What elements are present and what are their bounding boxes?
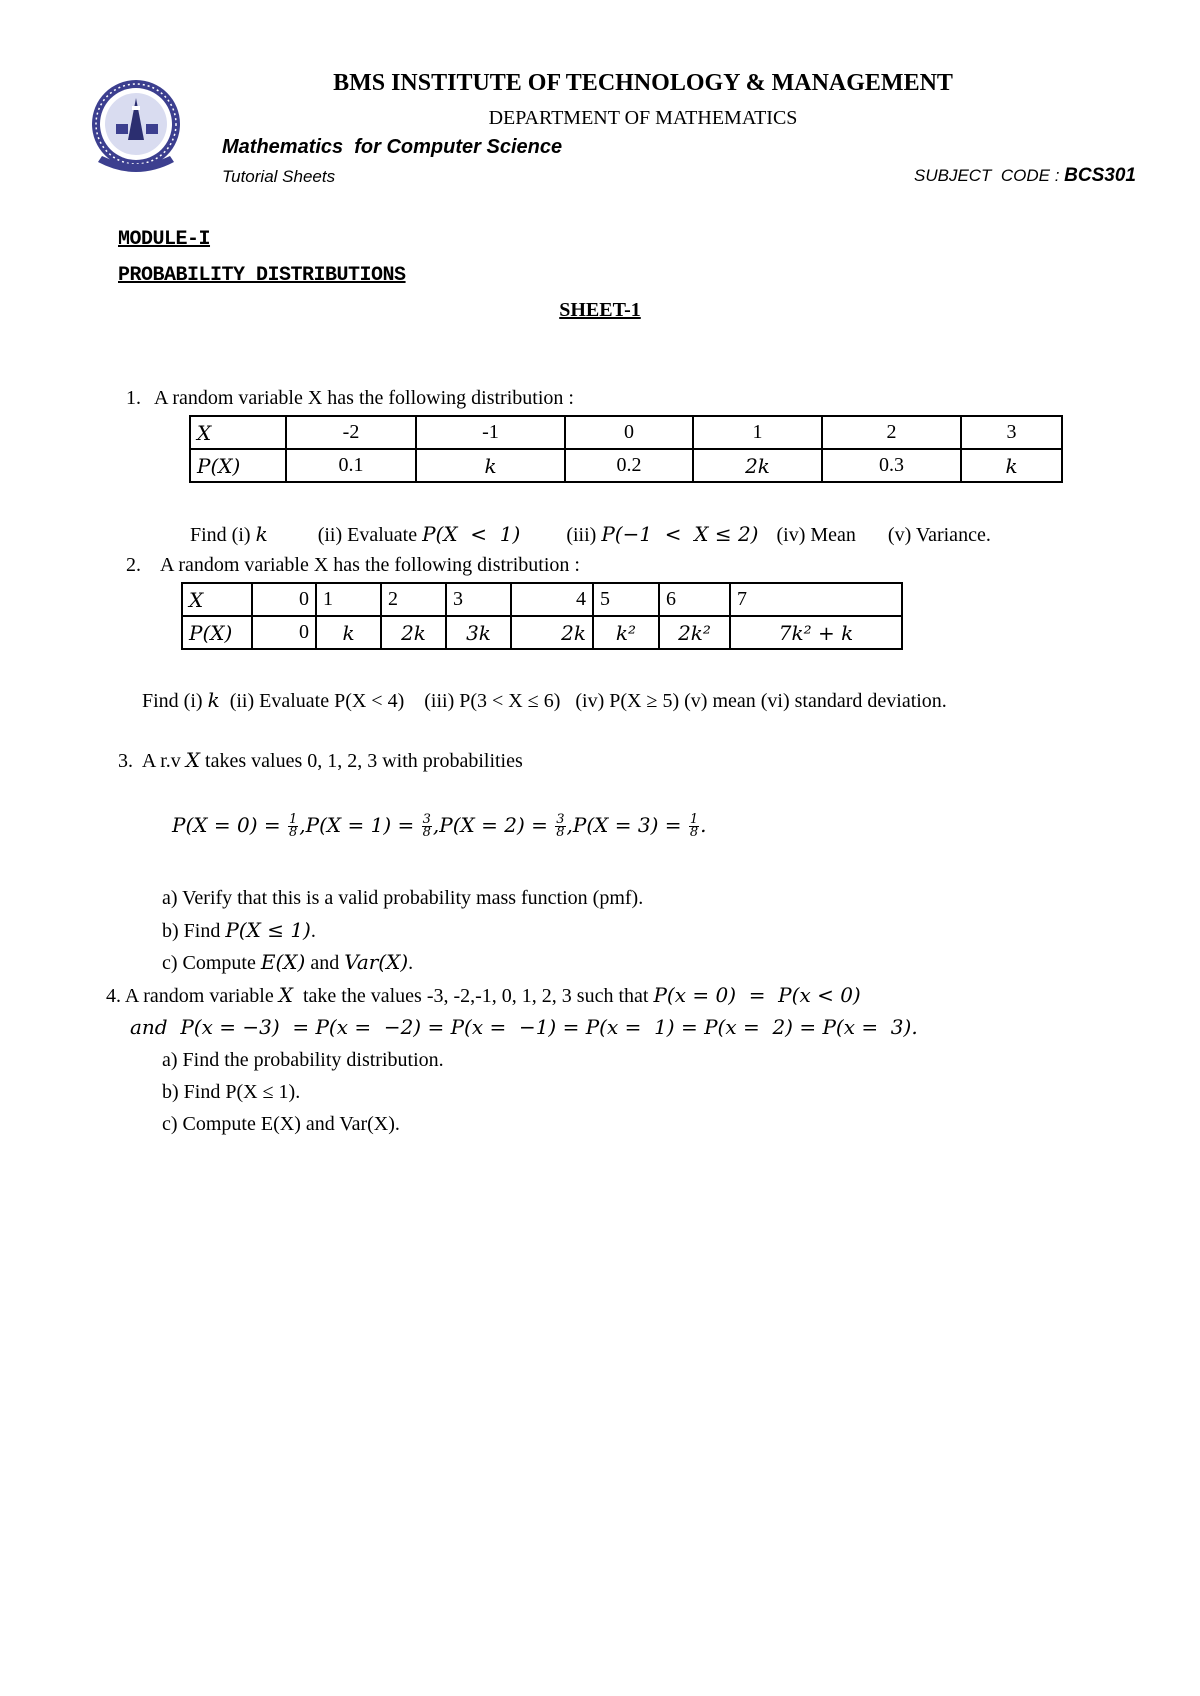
question-3-pre: 3. A r.v <box>118 750 186 772</box>
table-row <box>182 583 902 616</box>
subject-code <box>914 165 1136 187</box>
table-cell: 0.3 <box>822 449 961 482</box>
question-3 <box>118 748 523 773</box>
fraction-den: 8 <box>288 825 298 840</box>
table-cell: 3k <box>446 616 511 649</box>
institute-name: BMS INSTITUTE OF TECHNOLOGY & MANAGEMENT <box>333 70 953 96</box>
table-cell: 1 <box>693 416 822 449</box>
task-ii-math: P(X < 1) <box>422 522 521 546</box>
table-cell: P(X) <box>182 616 252 649</box>
question-4 <box>106 983 861 1008</box>
task-i: Find (i) <box>190 524 256 546</box>
table-cell: 0.2 <box>565 449 693 482</box>
question-4-math: P(x = 0) = P(x < 0) <box>653 983 861 1007</box>
table-cell: 0 <box>565 416 693 449</box>
part-c-math-1: E(X) <box>260 950 306 974</box>
fraction <box>422 814 432 839</box>
table-cell: 7k² + k <box>730 616 902 649</box>
question-4-pre: 4. A random variable <box>106 985 279 1007</box>
table-cell: 2 <box>381 583 446 616</box>
question-3-part-b <box>162 918 316 943</box>
table-cell: X <box>190 416 286 449</box>
question-1-tasks <box>190 522 991 547</box>
question-1-text: A random variable X has the following distribution : <box>154 387 574 409</box>
table-row <box>190 449 1062 482</box>
question-3-var: X <box>185 748 201 772</box>
prob-lhs: P(X = 0) = <box>172 813 287 837</box>
question-3-post: takes values 0, 1, 2, 3 with probabilities <box>200 750 523 772</box>
task-iii: (iii) <box>566 524 602 546</box>
table-cell: 5 <box>593 583 659 616</box>
table-cell: k <box>961 449 1062 482</box>
part-c-pre: c) Compute <box>162 952 261 974</box>
question-3-part-c <box>162 950 413 975</box>
table-cell: 2k <box>511 616 593 649</box>
question-4-line-2: and P(x = −3) = P(x = −2) = P(x = −1) = P(x = 1) = P(x = 2) = P(x = 3). <box>130 1015 918 1039</box>
part-c-mid: and <box>305 952 345 974</box>
table-cell: X <box>182 583 252 616</box>
question-3-probabilities <box>172 808 707 842</box>
question-4-part-a: a) Find the probability distribution. <box>162 1049 444 1071</box>
module-title: MODULE-I <box>118 228 211 251</box>
question-4-part-c: c) Compute E(X) and Var(X). <box>162 1113 400 1135</box>
question-4-mid: take the values -3, -2,-1, 0, 1, 2, 3 such that <box>292 985 654 1007</box>
question-3-part-a: a) Verify that this is a valid probability mass function (pmf). <box>162 887 644 909</box>
table-cell: 2k <box>693 449 822 482</box>
question-2-table <box>181 582 903 650</box>
sheet-title: SHEET-1 <box>559 299 641 321</box>
table-cell: k² <box>593 616 659 649</box>
question-4-part-b: b) Find P(X ≤ 1). <box>162 1081 301 1103</box>
prob-sep: . <box>700 813 707 837</box>
prob-sep: , <box>432 813 440 837</box>
fraction-den: 8 <box>422 825 431 840</box>
prob-term <box>305 812 440 840</box>
fraction-num: 1 <box>288 812 298 827</box>
subject-code-value: BCS301 <box>1064 165 1136 186</box>
prob-sep: , <box>566 813 573 837</box>
task-iii-math: P(−1 < X ≤ 2) <box>601 522 759 546</box>
fraction-den: 8 <box>556 825 565 840</box>
question-1-number: 1. <box>126 387 141 409</box>
question-2-text: A random variable X has the following distribution : <box>160 554 580 576</box>
question-1-table <box>189 415 1063 483</box>
task-k-math: k <box>207 688 220 712</box>
question-2-tasks <box>142 688 947 713</box>
prob-term <box>572 812 707 840</box>
table-row <box>190 416 1062 449</box>
fraction-num: 1 <box>689 812 699 827</box>
task-iv: (iv) Mean <box>776 524 856 546</box>
task-v: (v) Variance. <box>887 524 991 546</box>
table-cell: 2k <box>381 616 446 649</box>
fraction-den: 8 <box>689 825 699 840</box>
table-cell: 4 <box>511 583 593 616</box>
table-cell: 2 <box>822 416 961 449</box>
table-cell: k <box>316 616 381 649</box>
department-name: DEPARTMENT OF MATHEMATICS <box>488 107 798 129</box>
table-cell: 3 <box>961 416 1062 449</box>
fraction-num: 3 <box>556 812 565 827</box>
prob-lhs: P(X = 1) = <box>305 813 421 837</box>
fraction <box>288 814 298 839</box>
task-find: Find (i) <box>142 690 208 712</box>
table-cell: 2k² <box>659 616 730 649</box>
part-b-math: P(X ≤ 1) <box>225 918 311 942</box>
table-cell: k <box>416 449 565 482</box>
part-b-pre: b) Find <box>162 920 226 942</box>
table-cell: 0.1 <box>286 449 416 482</box>
question-4-var: X <box>278 983 293 1007</box>
part-c-post: . <box>408 952 414 974</box>
question-1 <box>126 386 574 410</box>
topic-title: PROBABILITY DISTRIBUTIONS <box>118 264 406 287</box>
table-cell: 0 <box>252 583 316 616</box>
fraction <box>689 814 699 839</box>
table-cell: P(X) <box>190 449 286 482</box>
task-ii: (ii) Evaluate <box>317 524 423 546</box>
table-cell: 7 <box>730 583 902 616</box>
prob-term <box>439 812 573 840</box>
part-b-post: . <box>310 920 316 942</box>
table-row <box>182 616 902 649</box>
question-2 <box>126 553 580 577</box>
prob-lhs: P(X = 3) = <box>572 813 688 837</box>
course-title: Mathematics for Computer Science <box>222 136 563 158</box>
part-c-math-2: Var(X) <box>344 950 409 974</box>
task-rest: (ii) Evaluate P(X < 4) (iii) P(3 < X ≤ 6) (iv) P(X ≥ 5) (v) mean (vi) standard deviation. <box>219 690 947 712</box>
sheet-type: Tutorial Sheets <box>222 167 336 186</box>
question-2-number: 2. <box>126 554 141 576</box>
prob-term <box>172 812 306 840</box>
fraction <box>555 814 565 839</box>
table-cell: -1 <box>416 416 565 449</box>
table-cell: -2 <box>286 416 416 449</box>
table-cell: 1 <box>316 583 381 616</box>
prob-sep: , <box>299 813 306 837</box>
subject-code-label: SUBJECT CODE : <box>913 166 1065 185</box>
task-i-math: k <box>255 522 268 546</box>
prob-lhs: P(X = 2) = <box>439 813 555 837</box>
table-cell: 6 <box>659 583 730 616</box>
table-cell: 0 <box>252 616 316 649</box>
fraction-num: 3 <box>422 812 431 827</box>
table-cell: 3 <box>446 583 511 616</box>
